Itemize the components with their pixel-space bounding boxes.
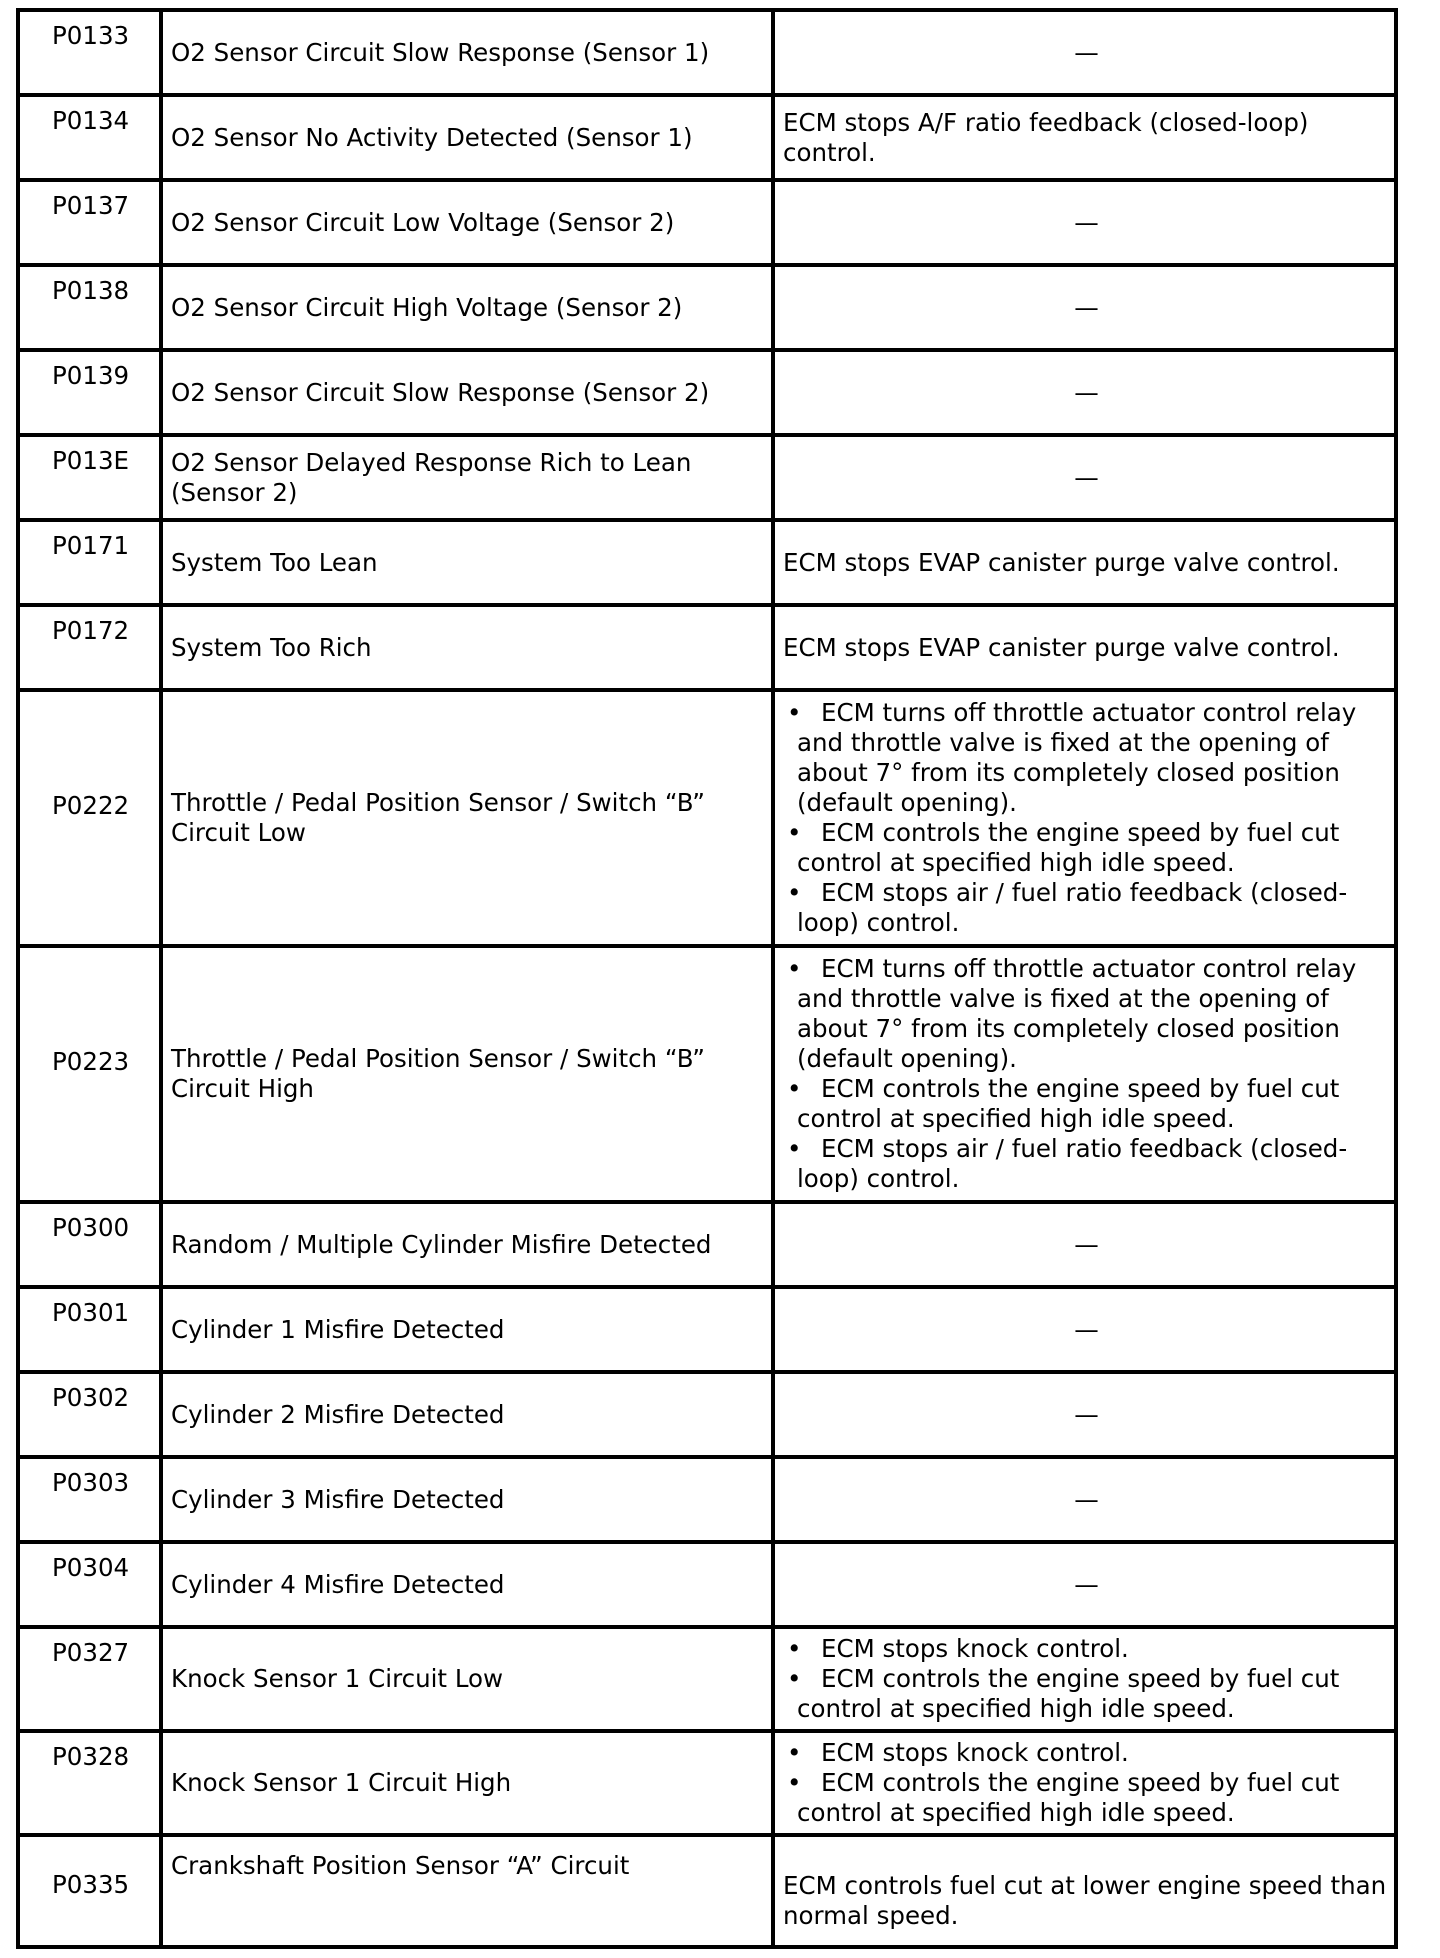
bullet-text: ECM stops knock control. [821, 1738, 1129, 1767]
dtc-code: P0172 [18, 605, 161, 690]
dtc-table [16, 8, 1398, 1949]
table-row [18, 265, 1396, 350]
bullet-text: ECM stops air / fuel ratio feedback (closed-loop) control. [797, 878, 1348, 937]
table-row [18, 1287, 1396, 1372]
table-row [18, 1542, 1396, 1627]
fail-safe-action: — [773, 1372, 1396, 1457]
fail-safe-action: ECM stops EVAP canister purge valve control. [773, 605, 1396, 690]
bullet-icon: • [787, 878, 802, 907]
dtc-code: P0137 [18, 180, 161, 265]
fail-safe-action: — [773, 180, 1396, 265]
dtc-code: P0134 [18, 95, 161, 180]
bullet-icon: • [787, 954, 802, 983]
fail-safe-action: ECM stops A/F ratio feedback (closed-loop) control. [773, 95, 1396, 180]
dtc-description: Knock Sensor 1 Circuit Low [161, 1627, 773, 1731]
fail-safe-action [773, 1627, 1396, 1731]
bullet-text: ECM turns off throttle actuator control relay and throttle valve is fixed at the opening of about 7° from its completely closed position (default opening). [797, 698, 1357, 817]
table-row [18, 1202, 1396, 1287]
dtc-description: Knock Sensor 1 Circuit High [161, 1731, 773, 1835]
bullet-text: ECM controls the engine speed by fuel cut control at specified high idle speed. [797, 1074, 1340, 1133]
fail-safe-action: — [773, 1287, 1396, 1372]
dtc-code: P0138 [18, 265, 161, 350]
dtc-code: P0328 [18, 1731, 161, 1835]
dtc-code: P0222 [18, 690, 161, 946]
bullet-item [783, 954, 1390, 1074]
dtc-code: P0327 [18, 1627, 161, 1731]
bullet-text: ECM stops air / fuel ratio feedback (closed-loop) control. [797, 1134, 1348, 1193]
bullet-icon: • [787, 1768, 802, 1797]
dtc-description: O2 Sensor Circuit Slow Response (Sensor 1) [161, 10, 773, 95]
dtc-code: P0139 [18, 350, 161, 435]
dtc-description: Cylinder 4 Misfire Detected [161, 1542, 773, 1627]
table-row [18, 95, 1396, 180]
bullet-item [783, 1134, 1390, 1194]
dtc-description: Cylinder 2 Misfire Detected [161, 1372, 773, 1457]
dtc-code: P0304 [18, 1542, 161, 1627]
dtc-code: P0133 [18, 10, 161, 95]
table-row [18, 10, 1396, 95]
bullet-item [783, 1074, 1390, 1134]
dtc-code: P0171 [18, 520, 161, 605]
dtc-code: P0303 [18, 1457, 161, 1542]
fail-safe-action: — [773, 265, 1396, 350]
table-row [18, 520, 1396, 605]
table-row [18, 690, 1396, 946]
table-row [18, 605, 1396, 690]
dtc-description: Throttle / Pedal Position Sensor / Switch “B” Circuit Low [161, 690, 773, 946]
bullet-item [783, 1738, 1390, 1768]
dtc-description: O2 Sensor Circuit High Voltage (Sensor 2) [161, 265, 773, 350]
dtc-description: Throttle / Pedal Position Sensor / Switch “B” Circuit High [161, 946, 773, 1202]
fail-safe-action: — [773, 1542, 1396, 1627]
fail-safe-action [773, 690, 1396, 946]
bullet-item [783, 878, 1390, 938]
bullet-icon: • [787, 1134, 802, 1163]
dtc-table-body [18, 10, 1396, 1947]
dtc-code: P0335 [18, 1835, 161, 1947]
table-row [18, 435, 1396, 520]
bullet-icon: • [787, 1664, 802, 1693]
dtc-code: P0300 [18, 1202, 161, 1287]
dtc-code: P0223 [18, 946, 161, 1202]
fail-safe-action [773, 1731, 1396, 1835]
dtc-description: O2 Sensor Delayed Response Rich to Lean (Sensor 2) [161, 435, 773, 520]
table-row [18, 1731, 1396, 1835]
dtc-description: O2 Sensor Circuit Low Voltage (Sensor 2) [161, 180, 773, 265]
table-row [18, 1627, 1396, 1731]
bullet-text: ECM stops knock control. [821, 1634, 1129, 1663]
fail-safe-action: — [773, 1202, 1396, 1287]
bullet-icon: • [787, 698, 802, 727]
dtc-code: P0302 [18, 1372, 161, 1457]
bullet-text: ECM controls the engine speed by fuel cut control at specified high idle speed. [797, 1664, 1340, 1723]
table-row [18, 1372, 1396, 1457]
dtc-description: Random / Multiple Cylinder Misfire Detected [161, 1202, 773, 1287]
dtc-code: P013E [18, 435, 161, 520]
fail-safe-action: — [773, 435, 1396, 520]
bullet-item [783, 1634, 1390, 1664]
fail-safe-action: — [773, 10, 1396, 95]
bullet-item [783, 1664, 1390, 1724]
dtc-description: Cylinder 1 Misfire Detected [161, 1287, 773, 1372]
table-row [18, 350, 1396, 435]
fail-safe-action: — [773, 350, 1396, 435]
bullet-icon: • [787, 1738, 802, 1767]
table-row [18, 180, 1396, 265]
bullet-icon: • [787, 1074, 802, 1103]
bullet-text: ECM controls the engine speed by fuel cut control at specified high idle speed. [797, 818, 1340, 877]
fail-safe-action [773, 946, 1396, 1202]
table-row [18, 946, 1396, 1202]
dtc-description: Cylinder 3 Misfire Detected [161, 1457, 773, 1542]
fail-safe-action: — [773, 1457, 1396, 1542]
fail-safe-action: ECM stops EVAP canister purge valve control. [773, 520, 1396, 605]
dtc-description: System Too Rich [161, 605, 773, 690]
bullet-item [783, 818, 1390, 878]
dtc-description: O2 Sensor Circuit Slow Response (Sensor 2) [161, 350, 773, 435]
bullet-icon: • [787, 1634, 802, 1663]
dtc-code: P0301 [18, 1287, 161, 1372]
bullet-item [783, 698, 1390, 818]
dtc-description: O2 Sensor No Activity Detected (Sensor 1) [161, 95, 773, 180]
table-row [18, 1457, 1396, 1542]
dtc-description: Crankshaft Position Sensor “A” Circuit [161, 1835, 773, 1947]
bullet-text: ECM controls the engine speed by fuel cut control at specified high idle speed. [797, 1768, 1340, 1827]
bullet-text: ECM turns off throttle actuator control relay and throttle valve is fixed at the opening of about 7° from its completely closed position (default opening). [797, 954, 1357, 1073]
fail-safe-action: ECM controls fuel cut at lower engine speed than normal speed. [773, 1835, 1396, 1947]
table-row [18, 1835, 1396, 1947]
bullet-icon: • [787, 818, 802, 847]
dtc-description: System Too Lean [161, 520, 773, 605]
bullet-item [783, 1768, 1390, 1828]
